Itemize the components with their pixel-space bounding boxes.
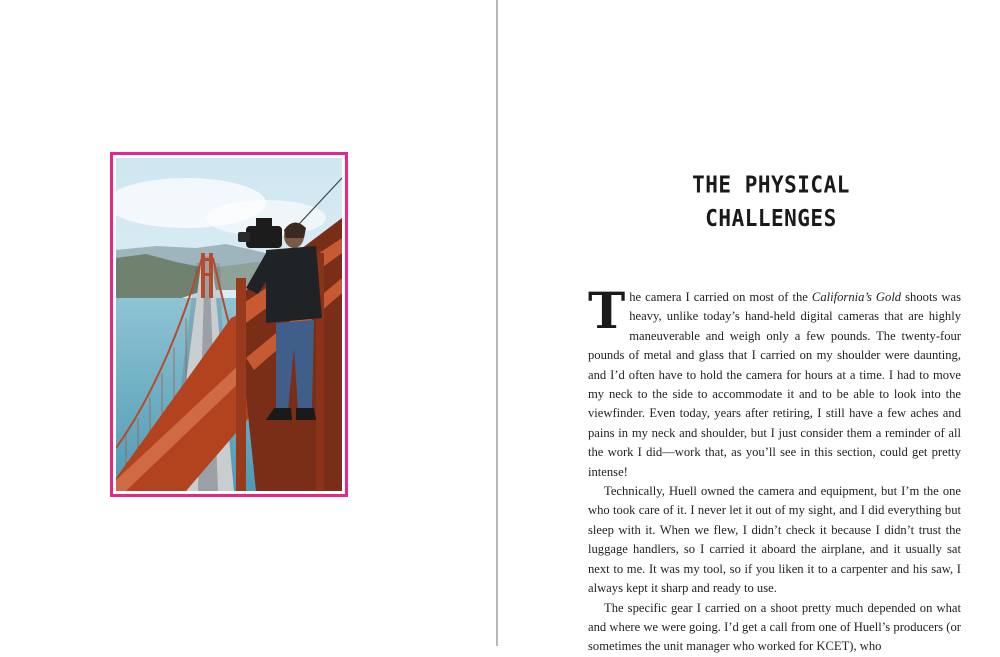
paragraph-1-rest: shoots was heavy, unlike today’s hand-held digital cameras that are highly maneuverable and weigh only a few pounds. The twenty-four pounds of metal and glass that I carried on my shoulder were daunting, and I’d often have to hold the camera for hours at a time. I had to move my neck to the side to accommodate it and to be able to look into the viewfinder. Even today, years after retiring, I still have a few aches and pains in my neck and shoulder, but I just consider them a reminder of all the work I did—work that, as you’ll see in this section, could get pretty intense! — [588, 290, 961, 479]
body-text — [588, 281, 961, 657]
left-page — [0, 0, 496, 646]
chapter-title-line-2: CHALLENGES — [705, 204, 837, 232]
paragraph-2: Technically, Huell owned the camera and equipment, but I’m the one who took care of it. I never let it out of my sight, and I did everything but sleep with it. When we flew, I didn’t check it because I didn’t trust the luggage handlers, so I carried it aboard the airplane, and it usually sat next to me. It was my tool, so if you liken it to a carpenter and his saw, I always kept it sharp and ready to use. — [588, 484, 961, 596]
show-title-italic: California’s Gold — [811, 290, 902, 304]
paragraph-1-lead: he camera I carried on most of the — [629, 290, 812, 304]
chapter-title — [656, 168, 886, 235]
right-page — [498, 0, 1000, 654]
photo-frame — [110, 152, 348, 497]
paragraph-1 — [588, 281, 961, 482]
chapter-title-line-1: THE PHYSICAL — [692, 171, 850, 199]
paragraph-3: The specific gear I carried on a shoot pretty much depended on what and where we were going. I’d get a call from one of Huell’s producers (or sometimes the unit manager who worked for KCET), who — [588, 600, 961, 654]
drop-cap: T — [588, 281, 626, 340]
golden-gate-bridge-photo — [116, 158, 342, 491]
